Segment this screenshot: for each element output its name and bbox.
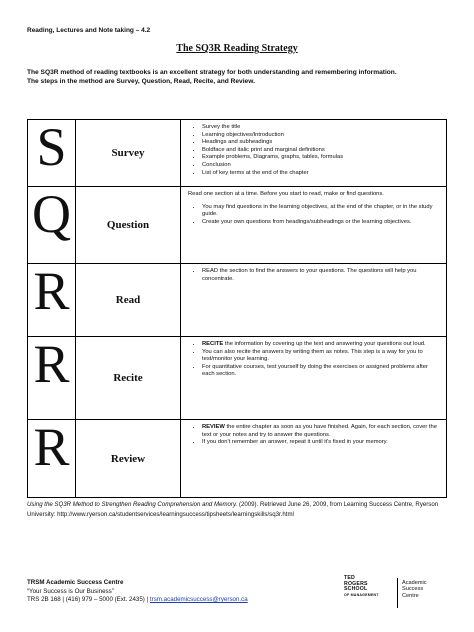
- step-description: [181, 187, 447, 264]
- centre-name-line: Success: [402, 586, 424, 593]
- centre-name-line: Academic: [402, 580, 427, 586]
- step-bullet: • Create your own questions from headings/subheadings or the learning objectives.: [202, 219, 440, 227]
- bullet-text: the information by covering up the text and answering your questions out loud.: [223, 341, 426, 347]
- footer-contact: [27, 596, 248, 605]
- intro-line: The steps in the method are Survey, Question, Read, Recite, and Review.: [27, 78, 255, 85]
- school-name-line: TED: [344, 575, 355, 581]
- step-row-read: [28, 264, 447, 337]
- ted-rogers-logo: [344, 576, 444, 612]
- intro-paragraph: [27, 68, 447, 86]
- logo-divider: [397, 578, 398, 608]
- step-bullet: • Survey the title: [202, 124, 440, 132]
- school-name-line: OF MANAGEMENT: [344, 592, 379, 597]
- step-bullet: • If you don't remember an answer, repeat it until it's fixed in your memory.: [202, 439, 440, 447]
- bullet-keyword: REVIEW: [202, 424, 225, 430]
- step-bullet: • You can also recite the answers by writing them as notes. This step is a way for you to test/monitor your learning.: [202, 349, 440, 364]
- step-bullet: • Conclusion: [202, 162, 440, 170]
- step-letter: R: [28, 264, 76, 337]
- step-bullet: • Learning objectives/Introduction: [202, 132, 440, 140]
- bullet-text: the entire chapter as soon as you have finished. Again, for each section, cover the text or your notes and try to answer the questions.: [202, 424, 437, 438]
- step-bullet: [202, 341, 440, 349]
- footer-tagline: “Your Success is Our Business”: [27, 587, 114, 595]
- step-row-question: [28, 187, 447, 264]
- step-letter: S: [28, 120, 76, 187]
- step-bullet: • Example problems, Diagrams, graphs, tables, formulas: [202, 154, 440, 162]
- school-name-line: SCHOOL: [344, 586, 368, 592]
- centre-name-line: Centre: [402, 592, 419, 599]
- footer-org: TRSM Academic Success Centre: [27, 579, 124, 586]
- step-name: Question: [76, 187, 181, 264]
- intro-line: The SQ3R method of reading textbooks is an excellent strategy for both understanding and remembering information.: [27, 69, 397, 76]
- footer-email-link[interactable]: trsm.academicsuccess@ryerson.ca: [149, 596, 248, 603]
- citation-source: (2009). Retrieved June 26, 2009, from Learning Success Centre, Ryerson University: http://www.ryerson.ca/studentservices/learningsuccess/tipsheets/learningskills/sq3r.html: [27, 501, 439, 518]
- step-bullet: [202, 424, 440, 439]
- step-description: [181, 420, 447, 498]
- step-bullets: [188, 341, 440, 379]
- step-bullet: • List of key terms at the end of the chapter: [202, 170, 440, 178]
- step-bullet: • READ the section to find the answers to your questions. The questions will help you concentrate.: [202, 268, 440, 283]
- step-name: Review: [76, 420, 181, 498]
- page-title: The SQ3R Reading Strategy: [176, 43, 298, 54]
- bullet-keyword: RECITE: [202, 341, 224, 347]
- step-name: Survey: [76, 120, 181, 187]
- step-row-recite: [28, 337, 447, 420]
- step-bullet: • Boldface and italic print and marginal definitions: [202, 147, 440, 155]
- step-bullets: [188, 204, 440, 227]
- sq3r-table: [27, 119, 447, 498]
- step-row-review: [28, 420, 447, 498]
- step-row-survey: [28, 120, 447, 187]
- step-letter: Q: [28, 187, 76, 264]
- footer: [27, 579, 248, 605]
- footer-contact-details: TRS 2B 168 | (416) 979 – 5000 (Ext. 2435) |: [27, 596, 150, 603]
- citation-title: Using the SQ3R Method to Strengthen Reading Comprehension and Memory.: [27, 501, 238, 508]
- step-name: Recite: [76, 337, 181, 420]
- step-description: [181, 337, 447, 420]
- step-bullets: [188, 268, 440, 283]
- step-lead: Read one section at a time. Before you start to read, make or find questions.: [188, 191, 384, 197]
- step-bullet: • Headings and subheadings: [202, 139, 440, 147]
- school-name: [344, 576, 379, 598]
- step-bullets: [188, 424, 440, 447]
- citation: [27, 500, 447, 519]
- step-description: [181, 120, 447, 187]
- centre-name: [402, 580, 427, 599]
- page-header: Reading, Lectures and Note taking – 4.2: [27, 27, 151, 34]
- step-name: Read: [76, 264, 181, 337]
- step-description: [181, 264, 447, 337]
- school-name-line: ROGERS: [344, 580, 368, 587]
- step-bullets: [188, 124, 440, 177]
- step-bullet: • For quantitative courses, test yourself by doing the exercises or assigned problems after each section.: [202, 364, 440, 379]
- step-letter: R: [28, 337, 76, 420]
- step-letter: R: [28, 420, 76, 498]
- step-bullet: • You may find questions in the learning objectives, at the end of the chapter, or in the study guide.: [202, 204, 440, 219]
